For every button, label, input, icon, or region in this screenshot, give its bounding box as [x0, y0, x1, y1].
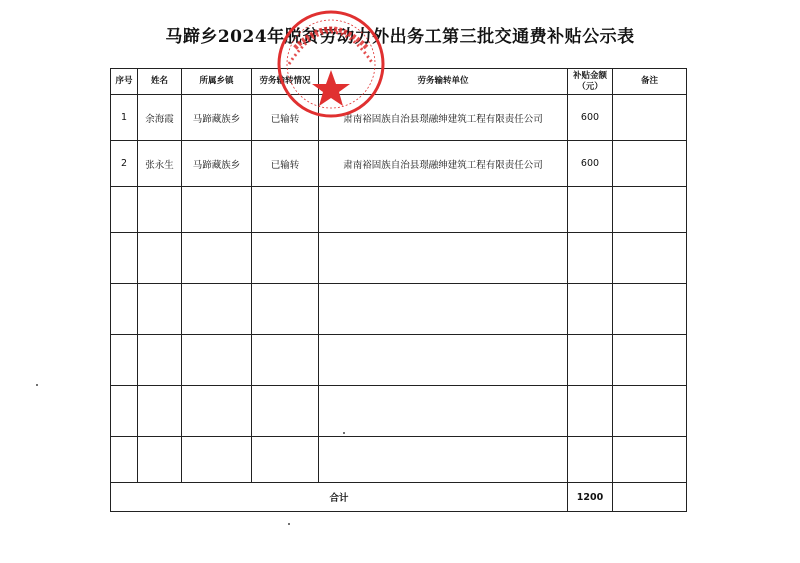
cell-amount: 600 — [568, 141, 613, 187]
empty-row — [111, 386, 687, 437]
empty-row — [111, 437, 687, 483]
cell-town: 马蹄藏族乡 — [182, 141, 252, 187]
empty-row — [111, 335, 687, 386]
col-header-amount-line2: （元） — [577, 81, 603, 92]
total-row — [111, 483, 687, 512]
col-header-name: 姓名 — [138, 69, 182, 95]
cell-status: 已输转 — [252, 141, 319, 187]
table-row — [111, 95, 687, 141]
col-header-amount — [568, 69, 613, 95]
cell-no: 1 — [111, 95, 138, 141]
col-header-employer: 劳务输转单位 — [319, 69, 568, 95]
scan-speck — [36, 384, 38, 386]
col-header-no: 序号 — [111, 69, 138, 95]
scan-speck — [343, 432, 345, 434]
total-remark — [613, 483, 687, 512]
subsidy-table — [110, 68, 687, 512]
cell-employer: 肃南裕固族自治县璟融绅建筑工程有限责任公司 — [319, 141, 568, 187]
cell-name: 张永生 — [138, 141, 182, 187]
cell-town: 马蹄藏族乡 — [182, 95, 252, 141]
col-header-amount-line1: 补贴金额 — [572, 70, 607, 81]
cell-remark — [613, 141, 687, 187]
col-header-status: 劳务输转情况 — [252, 69, 319, 95]
empty-row — [111, 187, 687, 233]
cell-no: 2 — [111, 141, 138, 187]
empty-row — [111, 233, 687, 284]
col-header-town: 所属乡镇 — [182, 69, 252, 95]
table-row — [111, 141, 687, 187]
header-row — [111, 69, 687, 95]
cell-amount: 600 — [568, 95, 613, 141]
cell-remark — [613, 95, 687, 141]
total-amount: 1200 — [568, 483, 613, 512]
cell-name: 余海霞 — [138, 95, 182, 141]
total-label: 合计 — [111, 483, 568, 512]
cell-status: 已输转 — [252, 95, 319, 141]
col-header-remark: 备注 — [613, 69, 687, 95]
scan-speck — [288, 523, 290, 525]
empty-row — [111, 284, 687, 335]
page-title: 马蹄乡2024年脱贫劳动力外出务工第三批交通费补贴公示表 — [165, 27, 635, 47]
cell-employer: 肃南裕固族自治县璟融绅建筑工程有限责任公司 — [319, 95, 568, 141]
